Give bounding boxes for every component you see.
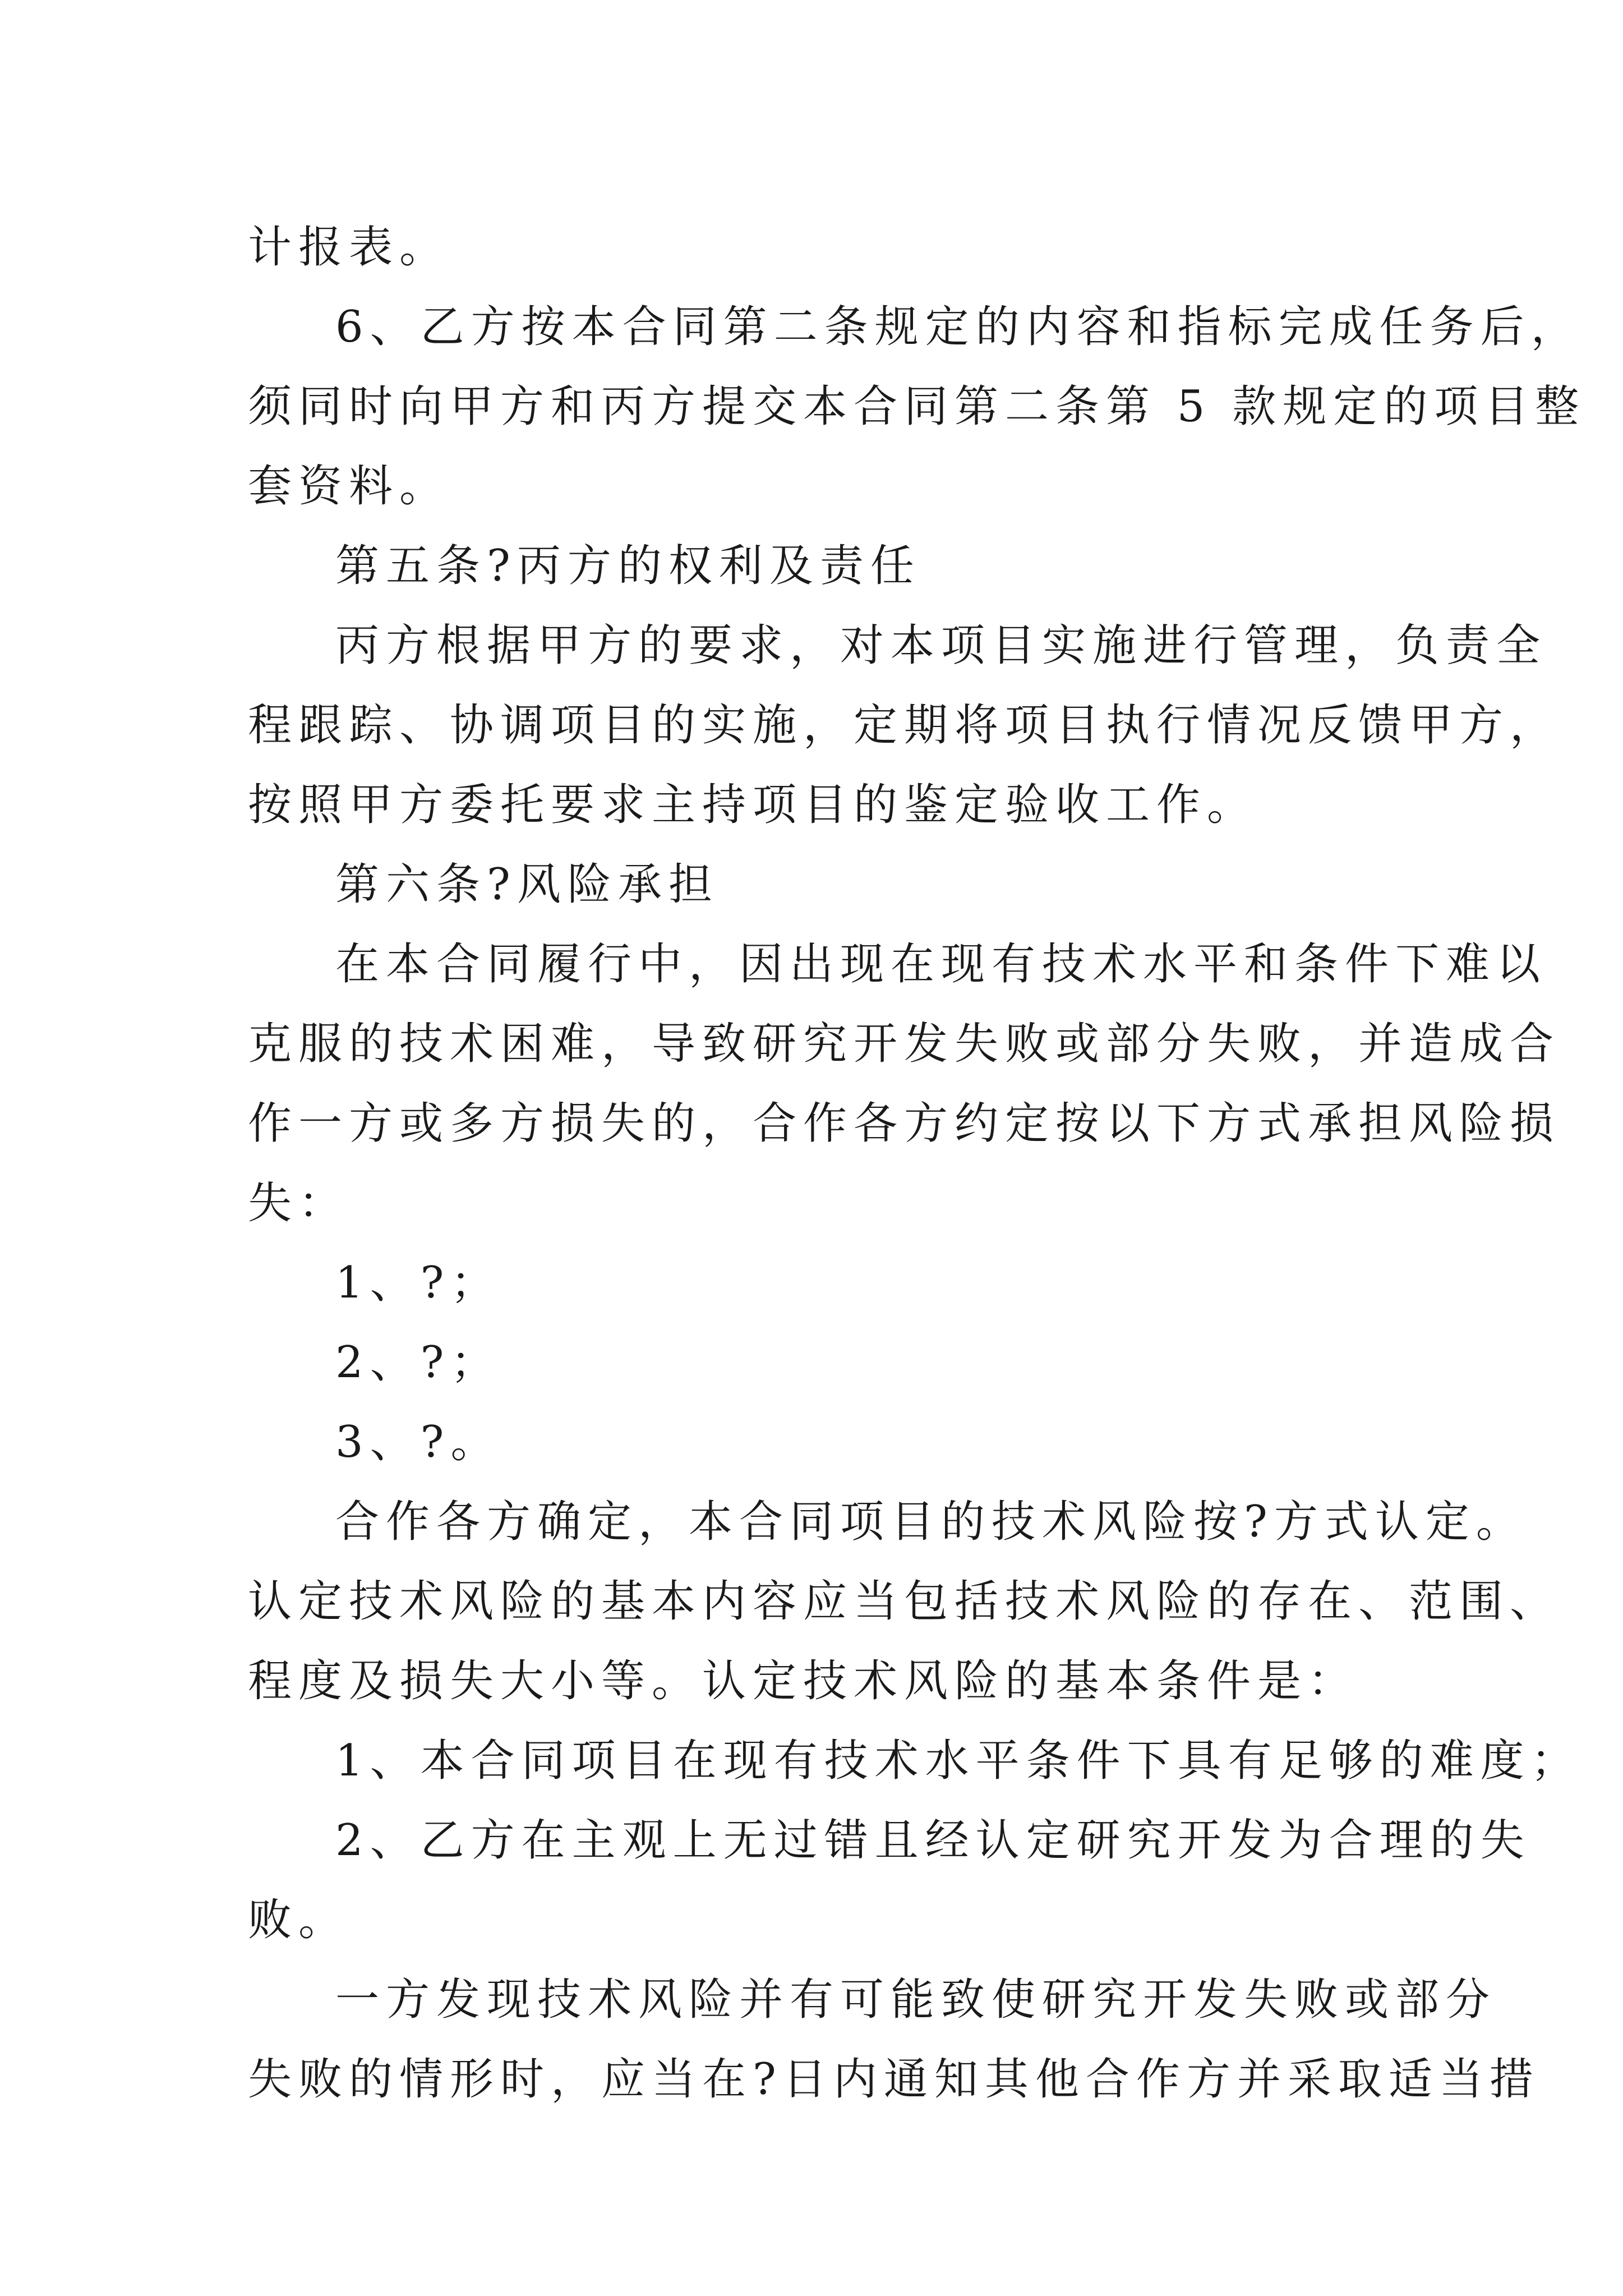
text-line: 程跟踪、协调项目的实施，定期将项目执行情况反馈甲方， [248, 700, 1561, 751]
text-line: 须同时向甲方和丙方提交本合同第二条第 5 款规定的项目整 [248, 381, 1586, 432]
list-item: 3、?。 [335, 1417, 501, 1467]
text-line: 一方发现技术风险并有可能致使研究开发失败或部分 [335, 1975, 1497, 2025]
list-item: 1、本合同项目在现有技术水平条件下具有足够的难度； [335, 1736, 1581, 1786]
list-item: 2、乙方在主观上无过错且经认定研究开发为合理的失 [335, 1815, 1531, 1866]
text-line: 程度及损失大小等。认定技术风险的基本条件是： [248, 1656, 1359, 1706]
text-line: 在本合同履行中，因出现在现有技术水平和条件下难以 [335, 939, 1547, 990]
text-line: 认定技术风险的基本内容应当包括技术风险的存在、范围、 [248, 1576, 1561, 1627]
text-line: 合作各方确定，本合同项目的技术风险按?方式认定。 [335, 1497, 1527, 1547]
text-line: 计报表。 [248, 222, 450, 273]
section-heading-article-5: 第五条?丙方的权利及责任 [335, 541, 921, 591]
text-line: 失： [248, 1178, 349, 1228]
text-line: 套资料。 [248, 461, 450, 512]
text-line: 按照甲方委托要求主持项目的鉴定验收工作。 [248, 780, 1258, 830]
contract-text-body [248, 208, 1586, 2119]
list-item: 2、?； [335, 1337, 501, 1388]
list-item: 1、?； [335, 1258, 501, 1308]
text-line: 克服的技术困难，导致研究开发失败或部分失败，并造成合 [248, 1019, 1561, 1069]
text-line: 失败的情形时，应当在?日内通知其他合作方并采取适当措 [248, 2054, 1540, 2105]
text-line: 败。 [248, 1895, 349, 1945]
text-line: 丙方根据甲方的要求，对本项目实施进行管理，负责全 [335, 620, 1547, 671]
text-line: 6、乙方按本合同第二条规定的内容和指标完成任务后， [335, 302, 1581, 352]
text-line: 作一方或多方损失的，合作各方约定按以下方式承担风险损 [248, 1098, 1561, 1149]
section-heading-article-6: 第六条?风险承担 [335, 859, 719, 910]
